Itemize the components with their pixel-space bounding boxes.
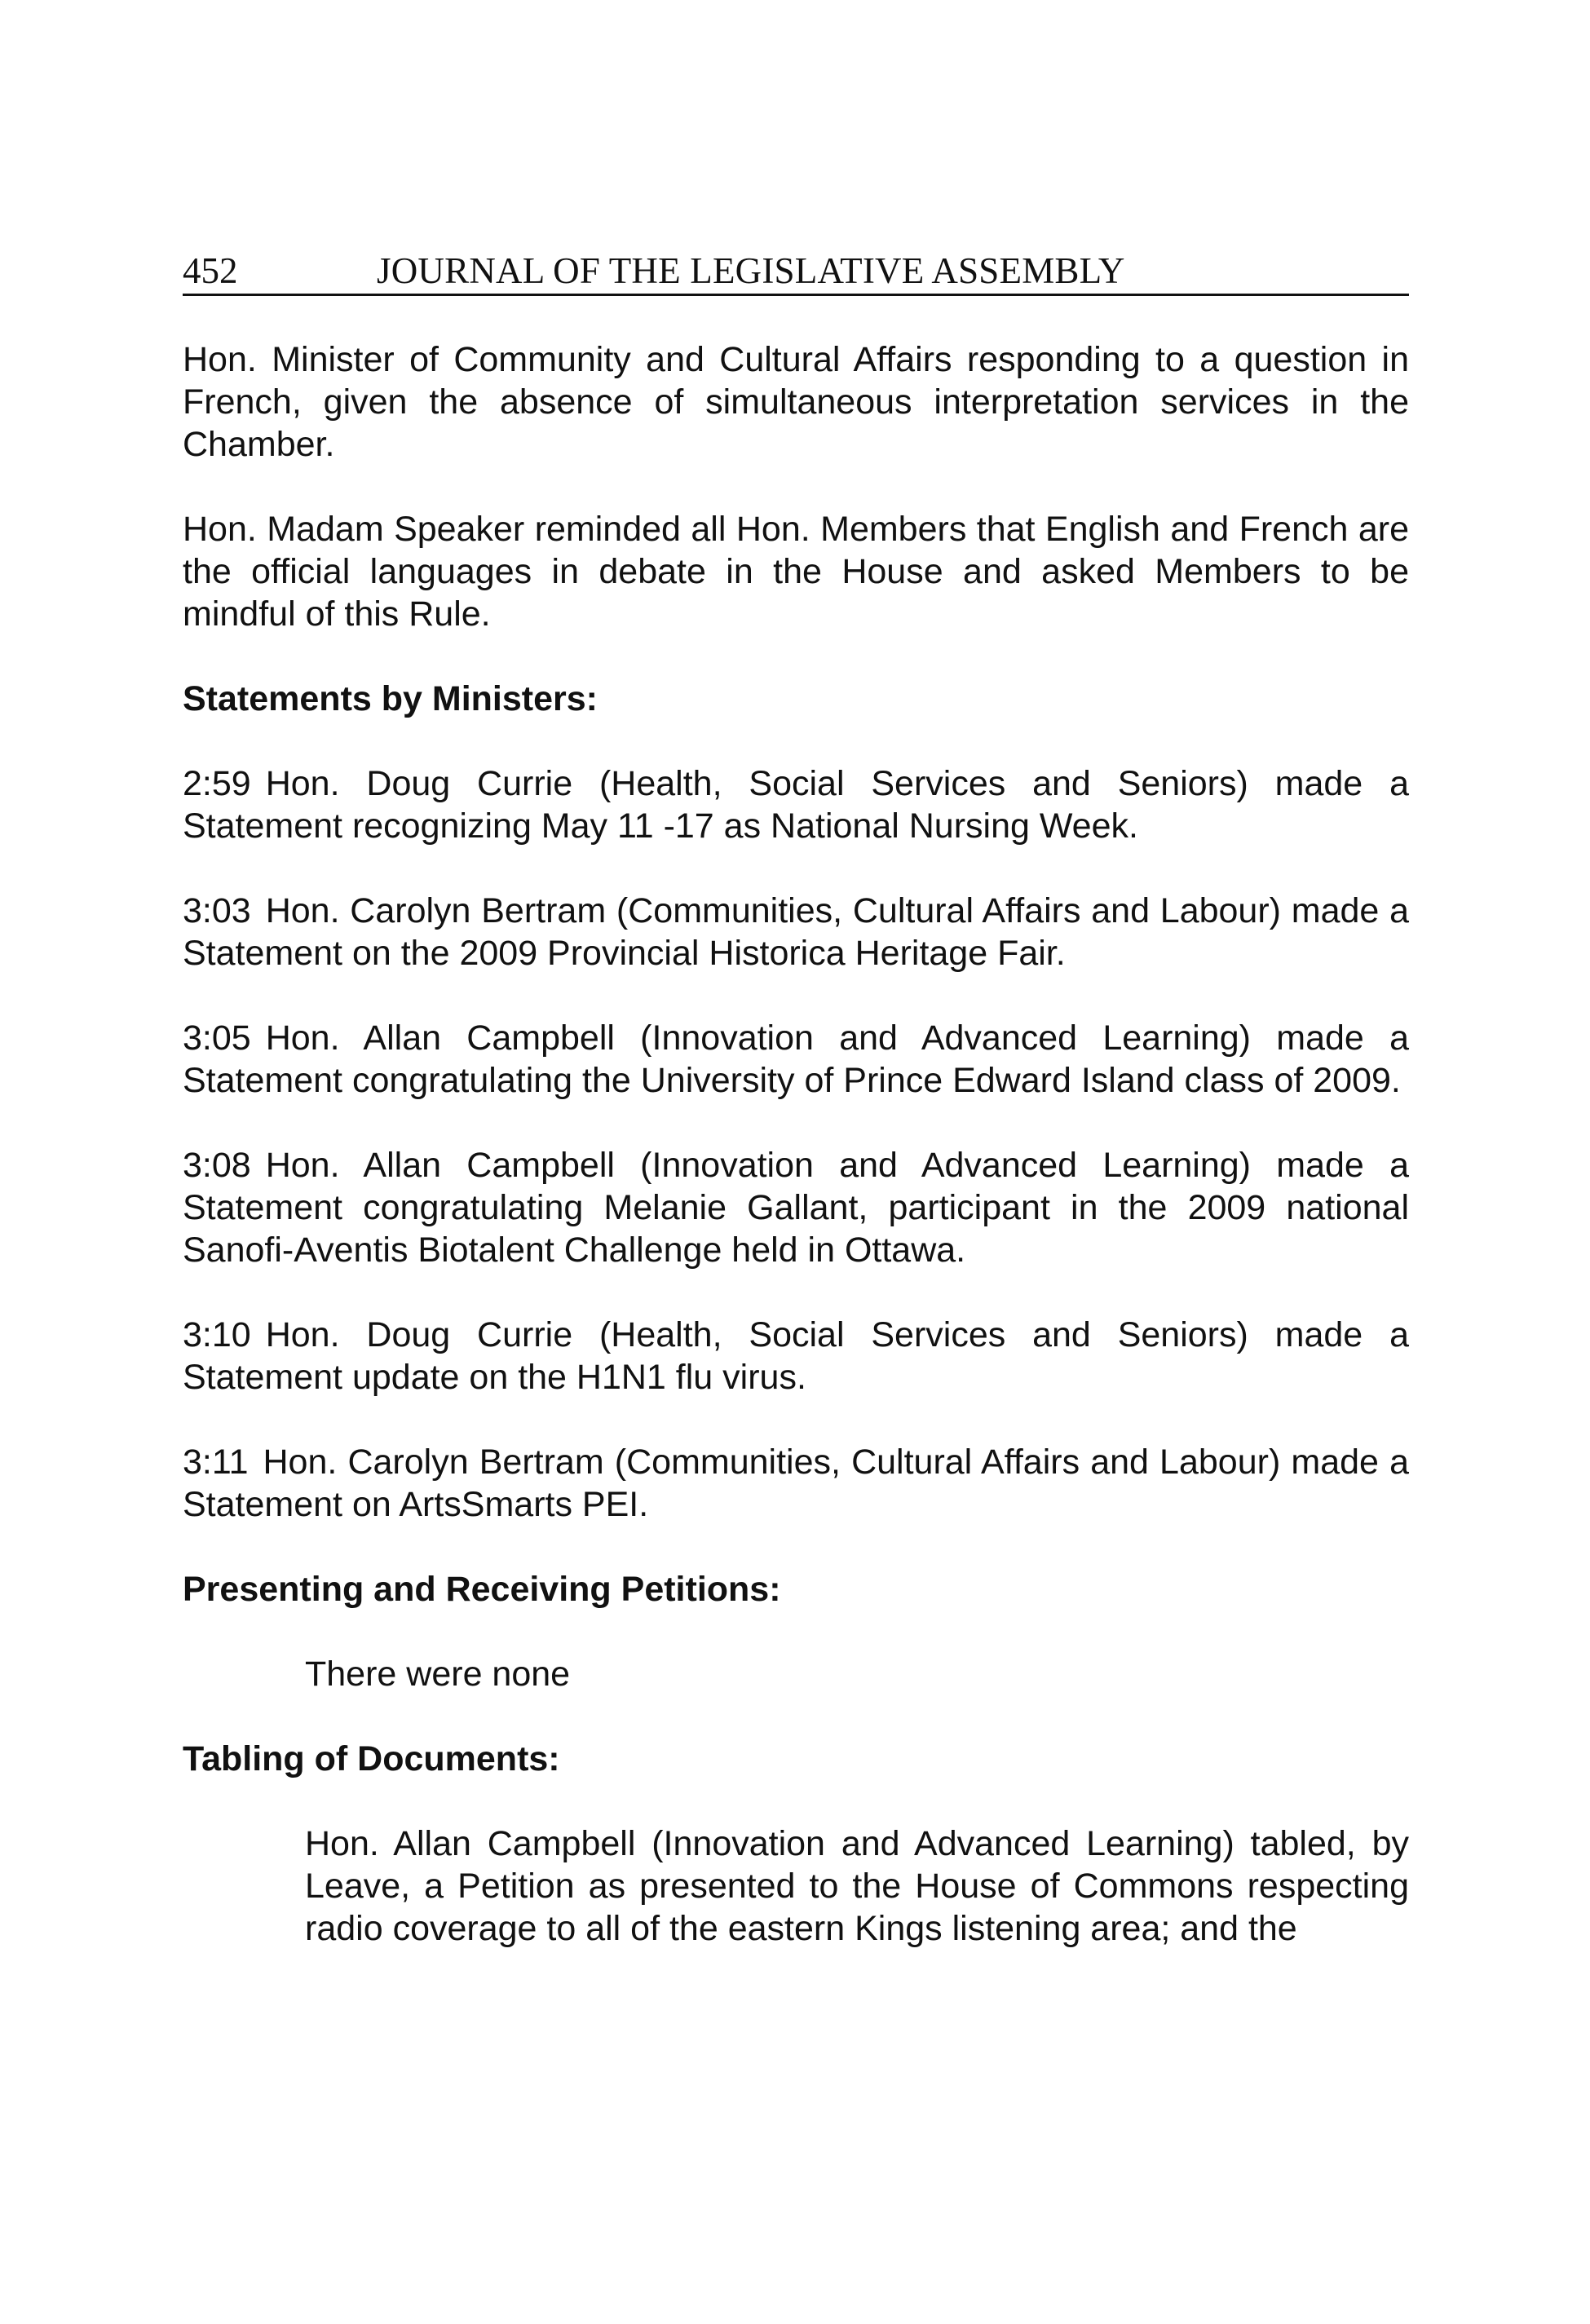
statement-text: Hon. Allan Campbell (Innovation and Advanced Learning) made a Statement congratulating Melanie Gallant, participant in the 2009 national Sanofi-Aventis Biotalent Challenge held in Ottawa. <box>183 1146 1409 1270</box>
statement-entry <box>183 762 1409 847</box>
statement-time: 2:59 <box>183 764 251 803</box>
statement-time: 3:10 <box>183 1315 251 1354</box>
paragraph-minister-response: Hon. Minister of Community and Cultural Affairs responding to a question in French, given the absence of simultaneous interpretation services in the Chamber. <box>183 340 1409 464</box>
heading-statements-by-ministers: Statements by Ministers: <box>183 679 598 718</box>
statement-text: Hon. Allan Campbell (Innovation and Advanced Learning) made a Statement congratulating the University of Prince Edward Island class of 2009. <box>183 1018 1409 1100</box>
statement-time: 3:03 <box>183 891 251 930</box>
statement-entry <box>183 1144 1409 1271</box>
paragraph-speaker-reminder: Hon. Madam Speaker reminded all Hon. Members that English and French are the official languages in debate in the House and asked Members to be mindful of this Rule. <box>183 510 1409 634</box>
statement-entry <box>183 1314 1409 1398</box>
running-header <box>183 245 1409 296</box>
heading-tabling-of-documents: Tabling of Documents: <box>183 1739 560 1778</box>
statement-text: Hon. Carolyn Bertram (Communities, Cultural Affairs and Labour) made a Statement on the 2009 Provincial Historica Heritage Fair. <box>183 891 1409 973</box>
journal-body <box>183 338 1409 1950</box>
statement-entry <box>183 1017 1409 1102</box>
statement-time: 3:11 <box>183 1443 249 1482</box>
heading-presenting-petitions: Presenting and Receiving Petitions: <box>183 1570 781 1609</box>
statement-time: 3:05 <box>183 1018 251 1058</box>
journal-page <box>183 245 1409 1950</box>
page-number: 452 <box>183 250 238 291</box>
journal-title: JOURNAL OF THE LEGISLATIVE ASSEMBLY <box>377 250 1125 291</box>
statement-time: 3:08 <box>183 1146 251 1185</box>
statement-entry <box>183 1441 1409 1526</box>
statement-text: Hon. Doug Currie (Health, Social Services and Seniors) made a Statement update on the H1N1 flu virus. <box>183 1315 1409 1397</box>
tabling-paragraph: Hon. Allan Campbell (Innovation and Advanced Learning) tabled, by Leave, a Petition as presented to the House of Commons respecting radio coverage to all of the eastern Kings listening area; and the <box>305 1824 1409 1948</box>
petitions-none-text: There were none <box>305 1655 571 1694</box>
statement-entry <box>183 890 1409 974</box>
statement-text: Hon. Doug Currie (Health, Social Services and Seniors) made a Statement recognizing May 11 -17 as National Nursing Week. <box>183 764 1409 846</box>
statement-text: Hon. Carolyn Bertram (Communities, Cultural Affairs and Labour) made a Statement on ArtsSmarts PEI. <box>183 1443 1409 1524</box>
